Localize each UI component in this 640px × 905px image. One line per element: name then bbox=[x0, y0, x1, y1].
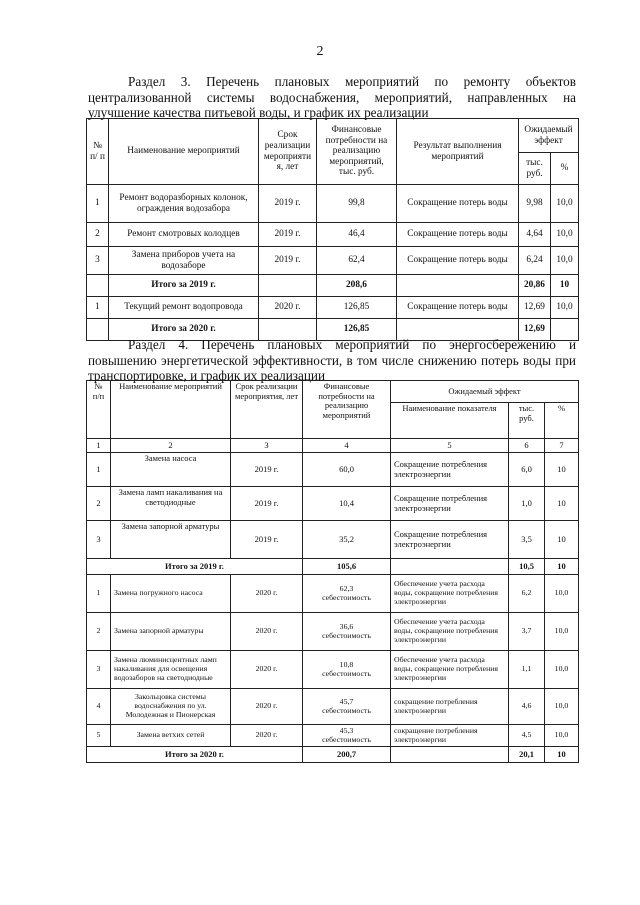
cell-name: Текущий ремонт водопровода bbox=[109, 297, 259, 319]
section4-heading: Раздел 4. Перечень плановых мероприятий по энергосбережению и повышению энергетической эффективности, в том числе снижению потерь воды при транспортировке, и график их реализации bbox=[88, 337, 576, 383]
finance-note: себестоимость bbox=[322, 705, 371, 715]
cell-rub: 3,7 bbox=[509, 613, 545, 651]
cell-term: 2020 г. bbox=[259, 297, 317, 319]
cell-pct: 10,0 bbox=[545, 725, 579, 747]
cell-name: Замена погружного насоса bbox=[111, 575, 231, 613]
finance-value: 36,6 bbox=[339, 621, 354, 631]
cell-rub: 12,69 bbox=[519, 297, 551, 319]
total-pct: 10 bbox=[551, 275, 579, 297]
finance-value: 45,3 bbox=[339, 725, 354, 735]
cell-term: 2020 г. bbox=[231, 651, 303, 689]
table-row bbox=[87, 297, 579, 319]
table-row bbox=[87, 487, 579, 521]
cell-pct: 10 bbox=[545, 453, 579, 487]
cell-result: Сокращение потерь воды bbox=[397, 223, 519, 247]
total-label: Итого за 2019 г. bbox=[87, 559, 303, 575]
cell-finance: 10,4 bbox=[303, 487, 391, 521]
cell-name: Закольцовка системы водоснабжения по ул. Молодежная и Пионерская bbox=[111, 689, 231, 725]
cell-indicator: Обеспечение учета расхода воды, сокращение потребления электроэнергии bbox=[391, 651, 509, 689]
col-number: 7 bbox=[545, 439, 579, 453]
cell-finance: 62,4 bbox=[317, 247, 397, 275]
cell-result: Сокращение потерь воды bbox=[397, 247, 519, 275]
cell-rub: 4,6 bbox=[509, 689, 545, 725]
cell-finance bbox=[303, 689, 391, 725]
cell-finance: 126,85 bbox=[317, 297, 397, 319]
header-term: Срок реализации мероприятия, лет bbox=[231, 381, 303, 439]
table-row bbox=[87, 689, 579, 725]
cell-pct: 10,0 bbox=[551, 185, 579, 223]
cell-name: Замена запорной арматуры bbox=[111, 613, 231, 651]
cell-term: 2019 г. bbox=[231, 521, 303, 559]
table-row bbox=[87, 185, 579, 223]
cell-result: Сокращение потерь воды bbox=[397, 297, 519, 319]
col-number: 5 bbox=[391, 439, 509, 453]
table-row bbox=[87, 521, 579, 559]
col-number: 3 bbox=[231, 439, 303, 453]
col-number: 6 bbox=[509, 439, 545, 453]
cell-indicator: Сокращение потребления электроэнергии bbox=[391, 453, 509, 487]
total-label: Итого за 2020 г. bbox=[109, 319, 259, 341]
total-row-2020 bbox=[87, 747, 579, 763]
table-row bbox=[87, 725, 579, 747]
total-rub: 20,86 bbox=[519, 275, 551, 297]
cell-rub: 6,2 bbox=[509, 575, 545, 613]
cell-name: Замена насоса bbox=[111, 453, 231, 487]
total-finance: 126,85 bbox=[317, 319, 397, 341]
cell-num: 5 bbox=[87, 725, 111, 747]
header-indicator: Наименование показателя bbox=[391, 403, 509, 439]
cell-rub: 6,0 bbox=[509, 453, 545, 487]
table-row bbox=[87, 223, 579, 247]
header-num: № п/п bbox=[87, 381, 111, 439]
header-effect-pct: % bbox=[551, 153, 579, 185]
cell-indicator: Сокращение потребления электроэнергии bbox=[391, 521, 509, 559]
cell-pct: 10 bbox=[545, 521, 579, 559]
cell-rub: 1,1 bbox=[509, 651, 545, 689]
header-effect-rub: тыс. руб. bbox=[519, 153, 551, 185]
cell-finance: 46,4 bbox=[317, 223, 397, 247]
header-effect: Ожидаемый эффект bbox=[391, 381, 579, 403]
cell-rub: 4,64 bbox=[519, 223, 551, 247]
cell-num: 1 bbox=[87, 297, 109, 319]
cell-finance bbox=[303, 575, 391, 613]
cell-pct: 10,0 bbox=[545, 651, 579, 689]
cell-term: 2019 г. bbox=[259, 185, 317, 223]
total-rub: 12,69 bbox=[519, 319, 551, 341]
header-finance: Финансовые потребности на реализацию мероприятий, тыс. руб. bbox=[317, 119, 397, 185]
cell-num: 1 bbox=[87, 575, 111, 613]
total-rub: 10,5 bbox=[509, 559, 545, 575]
total-label: Итого за 2019 г. bbox=[109, 275, 259, 297]
total-pct: 10 bbox=[545, 559, 579, 575]
cell-term: 2020 г. bbox=[231, 725, 303, 747]
cell-num: 2 bbox=[87, 487, 111, 521]
cell-num: 1 bbox=[87, 185, 109, 223]
cell-term: 2019 г. bbox=[259, 247, 317, 275]
cell-rub: 1,0 bbox=[509, 487, 545, 521]
table-row bbox=[87, 247, 579, 275]
cell-num: 1 bbox=[87, 453, 111, 487]
header-result: Результат выполнения мероприятий bbox=[397, 119, 519, 185]
cell-indicator: Обеспечение учета расхода воды, сокращение потребления электроэнергии bbox=[391, 575, 509, 613]
section3-heading: Раздел 3. Перечень плановых мероприятий по ремонту объектов централизованной системы водоснабжения, мероприятий, направленных на улучшение качества питьевой воды, и график их реализации bbox=[88, 74, 576, 120]
finance-value: 10,8 bbox=[339, 659, 354, 669]
col-number: 2 bbox=[111, 439, 231, 453]
table-row bbox=[87, 453, 579, 487]
cell-rub: 9,98 bbox=[519, 185, 551, 223]
cell-pct: 10 bbox=[545, 487, 579, 521]
cell-term: 2019 г. bbox=[231, 487, 303, 521]
cell-rub: 4,5 bbox=[509, 725, 545, 747]
cell-name: Замена ветхих сетей bbox=[111, 725, 231, 747]
cell-num: 4 bbox=[87, 689, 111, 725]
table-row bbox=[87, 575, 579, 613]
cell-result: Сокращение потерь воды bbox=[397, 185, 519, 223]
cell-term: 2020 г. bbox=[231, 575, 303, 613]
table-row bbox=[87, 651, 579, 689]
cell-pct: 10,0 bbox=[545, 689, 579, 725]
cell-name: Замена запорной арматуры bbox=[111, 521, 231, 559]
cell-term: 2019 г. bbox=[259, 223, 317, 247]
section4-table bbox=[86, 380, 579, 763]
cell-name: Замена люминисцентных ламп накаливания для освещения водозаборов на светодиодные bbox=[111, 651, 231, 689]
finance-note: себестоимость bbox=[322, 668, 371, 678]
finance-note: себестоимость bbox=[322, 592, 371, 602]
cell-finance: 99,8 bbox=[317, 185, 397, 223]
total-label: Итого за 2020 г. bbox=[87, 747, 303, 763]
cell-indicator: Обеспечение учета расхода воды, сокращение потребления электроэнергии bbox=[391, 613, 509, 651]
header-effect-pct: % bbox=[545, 403, 579, 439]
cell-num: 3 bbox=[87, 247, 109, 275]
section3-table bbox=[86, 118, 579, 341]
cell-rub: 6,24 bbox=[519, 247, 551, 275]
total-finance: 200,7 bbox=[303, 747, 391, 763]
cell-term: 2020 г. bbox=[231, 689, 303, 725]
header-effect: Ожидаемый эффект bbox=[519, 119, 579, 153]
cell-pct: 10,0 bbox=[545, 575, 579, 613]
cell-num: 3 bbox=[87, 651, 111, 689]
cell-pct: 10,0 bbox=[545, 613, 579, 651]
cell-term: 2020 г. bbox=[231, 613, 303, 651]
cell-indicator: сокращение потребления электроэнергии bbox=[391, 725, 509, 747]
total-finance: 208,6 bbox=[317, 275, 397, 297]
cell-name: Замена ламп накаливания на светодиодные bbox=[111, 487, 231, 521]
cell-pct: 10,0 bbox=[551, 223, 579, 247]
cell-num: 2 bbox=[87, 223, 109, 247]
column-number-row bbox=[87, 439, 579, 453]
total-row-2019 bbox=[87, 559, 579, 575]
cell-finance: 35,2 bbox=[303, 521, 391, 559]
cell-name: Ремонт водоразборных колонок, ограждения водозабора bbox=[109, 185, 259, 223]
cell-name: Замена приборов учета на водозаборе bbox=[109, 247, 259, 275]
total-rub: 20,1 bbox=[509, 747, 545, 763]
cell-finance bbox=[303, 613, 391, 651]
cell-rub: 3,5 bbox=[509, 521, 545, 559]
header-effect-rub: тыс. руб. bbox=[509, 403, 545, 439]
cell-term: 2019 г. bbox=[231, 453, 303, 487]
header-name: Наименование мероприятий bbox=[109, 119, 259, 185]
cell-pct: 10,0 bbox=[551, 247, 579, 275]
finance-note: себестоимость bbox=[322, 630, 371, 640]
cell-indicator: сокращение потребления электроэнергии bbox=[391, 689, 509, 725]
cell-finance bbox=[303, 725, 391, 747]
page-number: 2 bbox=[316, 44, 324, 59]
cell-indicator: Сокращение потребления электроэнергии bbox=[391, 487, 509, 521]
cell-num: 2 bbox=[87, 613, 111, 651]
header-finance: Финансовые потребности на реализацию мероприятий bbox=[303, 381, 391, 439]
cell-name: Ремонт смотровых колодцев bbox=[109, 223, 259, 247]
header-num: № п/ п bbox=[87, 119, 109, 185]
header-term: Срок реализации мероприяти я, лет bbox=[259, 119, 317, 185]
finance-value: 62,3 bbox=[339, 583, 354, 593]
col-number: 1 bbox=[87, 439, 111, 453]
cell-num: 3 bbox=[87, 521, 111, 559]
total-row-2019 bbox=[87, 275, 579, 297]
total-finance: 105,6 bbox=[303, 559, 391, 575]
table-row bbox=[87, 613, 579, 651]
cell-finance: 60,0 bbox=[303, 453, 391, 487]
total-pct: 10 bbox=[545, 747, 579, 763]
cell-finance bbox=[303, 651, 391, 689]
header-name: Наименование мероприятий bbox=[111, 381, 231, 439]
cell-pct: 10,0 bbox=[551, 297, 579, 319]
finance-value: 45,7 bbox=[339, 696, 354, 706]
finance-note: себестоимость bbox=[322, 734, 371, 744]
col-number: 4 bbox=[303, 439, 391, 453]
